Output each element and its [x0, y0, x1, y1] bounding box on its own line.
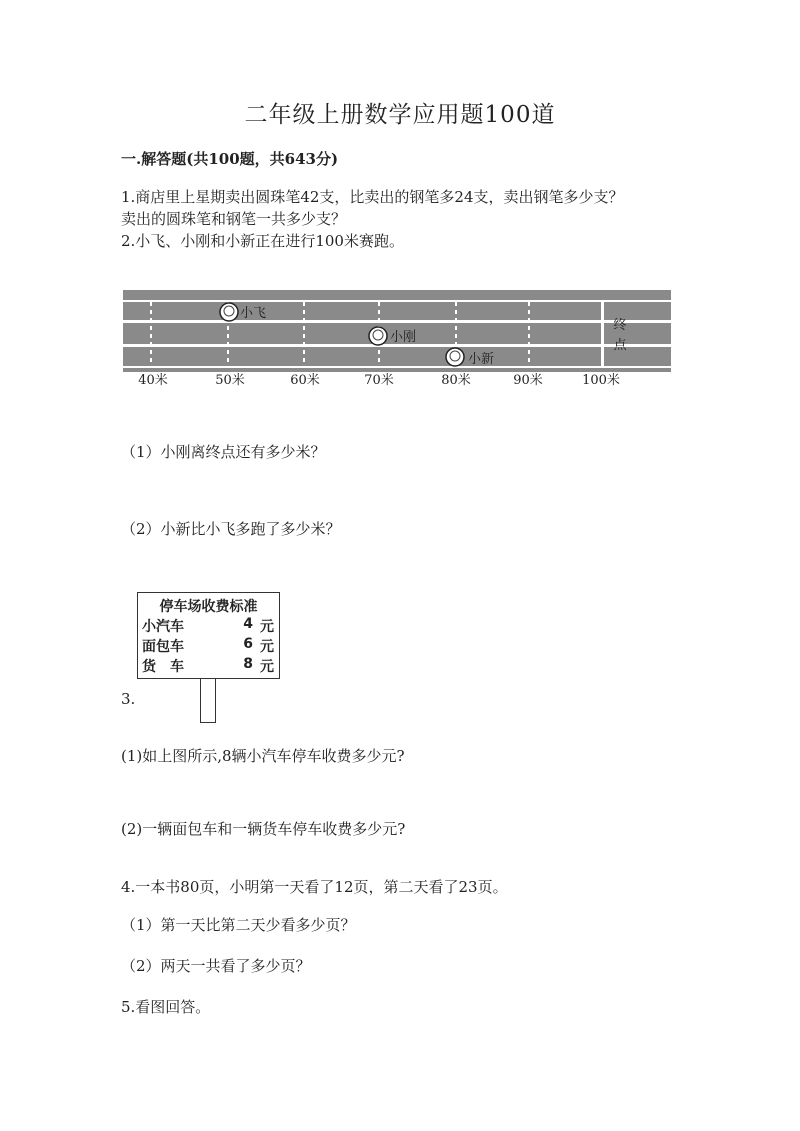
distance-label: 80米: [441, 373, 471, 386]
price-unit: 元: [260, 639, 274, 655]
lane-line: [123, 300, 671, 302]
price-unit: 元: [260, 659, 274, 675]
q2-sub2: （2）小新比小飞多跑了多少米？: [121, 520, 341, 538]
q4-intro: 4.一本书80页，小明第一天看了12页，第二天看了23页。: [121, 878, 508, 896]
q1-line2: 卖出的圆珠笔和钢笔一共多少支？: [121, 210, 347, 228]
vehicle-price: 4: [243, 616, 253, 632]
sign-pole: [200, 678, 216, 723]
page-title: 二年级上册数学应用题100道: [244, 102, 556, 128]
distance-label: 60米: [290, 373, 320, 386]
q4-sub2: （2）两天一共看了多少页？: [121, 957, 311, 975]
lane-line: [123, 320, 671, 323]
vehicle-name: 面包车: [142, 639, 184, 655]
vehicle-price: 6: [243, 636, 253, 652]
finish-label-2: 点: [613, 338, 627, 353]
sign-row: [138, 636, 279, 656]
q3-number: 3.: [121, 690, 136, 708]
runner-label: 小飞: [240, 306, 267, 321]
parking-fee-sign: [137, 592, 280, 679]
sign-title: 停车场收费标准: [159, 599, 258, 615]
q2-intro: 2.小飞、小刚和小新正在进行100米赛跑。: [121, 232, 404, 250]
q3-sub1: (1)如上图所示,8辆小汽车停车收费多少元?: [121, 747, 405, 765]
runner-label: 小新: [468, 352, 495, 367]
distance-label: 70米: [364, 373, 394, 386]
q5-intro: 5.看图回答。: [121, 998, 211, 1016]
section-header: 一.解答题(共100题，共643分): [121, 150, 339, 168]
runner-xiaofei: [220, 303, 266, 321]
sign-row: [138, 656, 279, 676]
sign-row: [138, 616, 279, 636]
distance-label: 40米: [138, 373, 168, 386]
finish-line: [601, 302, 604, 366]
q1-line1: 1.商店里上星期卖出圆珠笔42支，比卖出的钢笔多24支，卖出钢笔多少支？: [121, 188, 624, 206]
price-unit: 元: [260, 619, 274, 635]
distance-label: 50米: [215, 373, 245, 386]
runner-label: 小刚: [390, 330, 417, 345]
lane-line: [123, 366, 671, 368]
distance-label: 100米: [582, 373, 620, 386]
distance-label: 90米: [513, 373, 543, 386]
race-track-figure: [123, 286, 671, 386]
finish-label-1: 终: [613, 318, 627, 333]
vehicle-name: 小汽车: [142, 619, 184, 635]
vehicle-price: 8: [243, 656, 253, 672]
q4-sub1: （1）第一天比第二天少看多少页？: [121, 916, 356, 934]
vehicle-name: 货 车: [142, 659, 184, 675]
runner-xiaogang: [369, 327, 416, 345]
q2-sub1: （1）小刚离终点还有多少米？: [121, 443, 326, 461]
q3-sub2: (2)一辆面包车和一辆货车停车收费多少元?: [121, 820, 406, 838]
